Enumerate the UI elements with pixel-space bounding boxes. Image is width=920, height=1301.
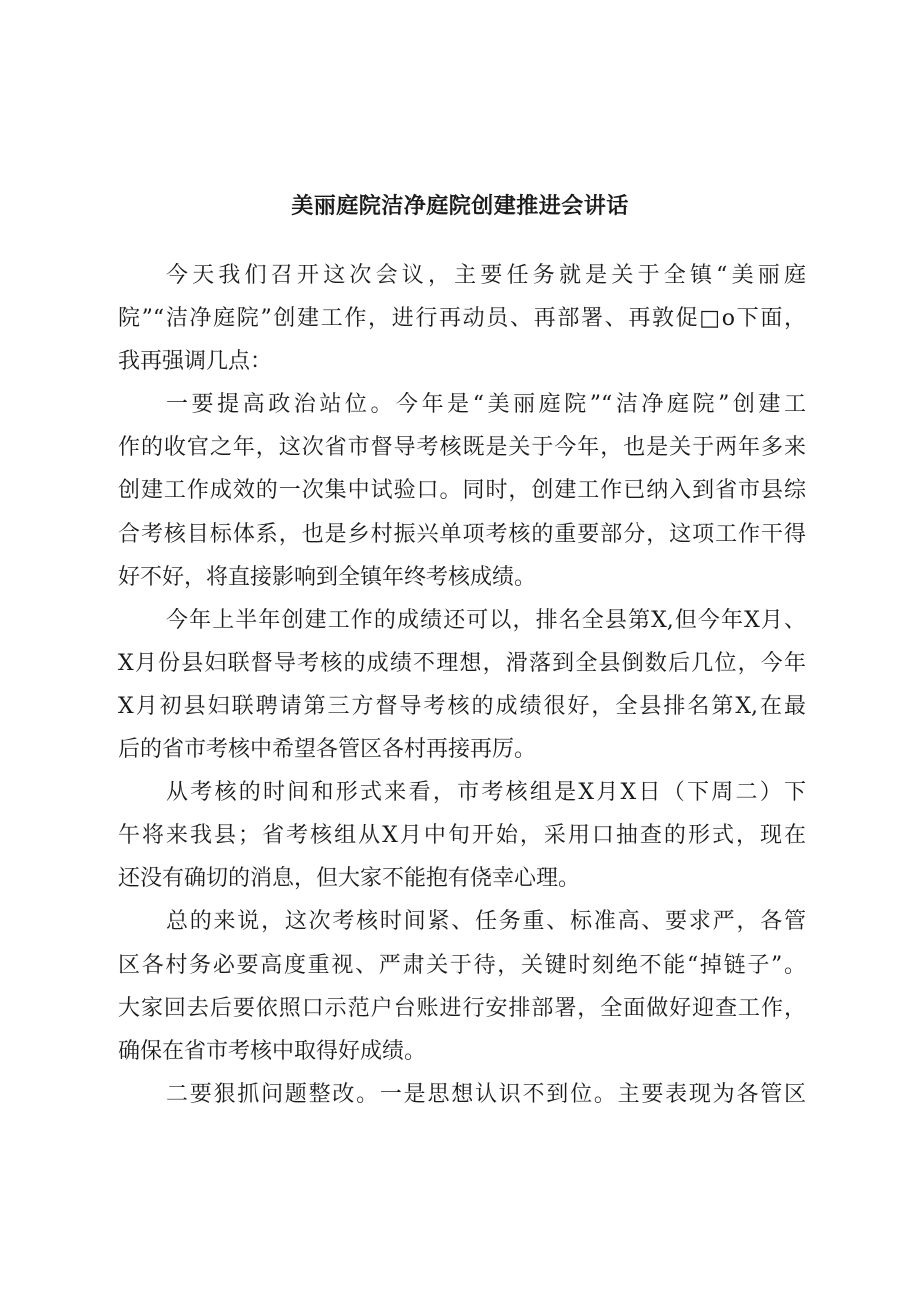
- paragraph-line: 从考核的时间和形式来看，市考核组是X月X日（下周二）下: [166, 780, 806, 806]
- paragraph-line: 我再强调几点：: [118, 349, 273, 375]
- paragraph: [118, 599, 806, 771]
- paragraph-line: 今天我们召开这次会议，主要任务就是关于全镇“美丽庭: [166, 263, 806, 288]
- paragraph-line: 二要狠抓问题整改。一是思想认识不到位。主要表现为各管区: [166, 1081, 806, 1107]
- paragraph-line: 区各村务必要高度重视、严肃关于待，关键时刻绝不能“掉链子”。: [118, 952, 806, 978]
- paragraph-line: 还没有确切的消息，但大家不能抱有侥幸心理。: [118, 866, 581, 892]
- paragraph-line: 今年上半年创建工作的成绩还可以，排名全县第X,但今年X月、: [166, 607, 806, 633]
- paragraph-line: X月初县妇联聘请第三方督导考核的成绩很好，全县排名第X,在最: [118, 693, 806, 719]
- paragraph-line: 作的收官之年，这次省市督导考核既是关于今年，也是关于两年多来: [118, 435, 806, 461]
- paragraph: [118, 771, 806, 900]
- paragraph-line: X月份县妇联督导考核的成绩不理想，滑落到全县倒数后几位，今年: [118, 650, 806, 676]
- paragraph-line: 合考核目标体系，也是乡村振兴单项考核的重要部分，这项工作干得: [118, 521, 806, 547]
- paragraph-line: 一要提高政治站位。今年是“美丽庭院”“洁净庭院”创建工: [166, 392, 806, 418]
- paragraph-line: 好不好，将直接影响到全镇年终考核成绩。: [118, 564, 537, 590]
- paragraph-line: 确保在省市考核中取得好成绩。: [118, 1038, 427, 1064]
- paragraph-line: 午将来我县；省考核组从X月中旬开始，采用口抽查的形式，现在: [118, 823, 806, 849]
- paragraph-line: 院”“洁净庭院”创建工作，进行再动员、再部署、再敦促□o下面，: [118, 306, 806, 332]
- document-title: 美丽庭院洁净庭院创建推进会讲话: [291, 194, 629, 219]
- paragraph: [118, 900, 806, 1072]
- paragraph: [118, 383, 806, 598]
- document-body: [118, 254, 806, 1116]
- paragraph: [118, 254, 806, 383]
- paragraph-line: 创建工作成效的一次集中试验口。同时，创建工作已纳入到省市县综: [118, 478, 806, 504]
- paragraph-line: 大家回去后要依照口示范户台账进行安排部署，全面做好迎查工作，: [118, 995, 806, 1021]
- paragraph-line: 后的省市考核中希望各管区各村再接再厉。: [118, 737, 537, 763]
- paragraph: [118, 1073, 806, 1116]
- paragraph-line: 总的来说，这次考核时间紧、任务重、标准高、要求严，各管: [166, 909, 806, 935]
